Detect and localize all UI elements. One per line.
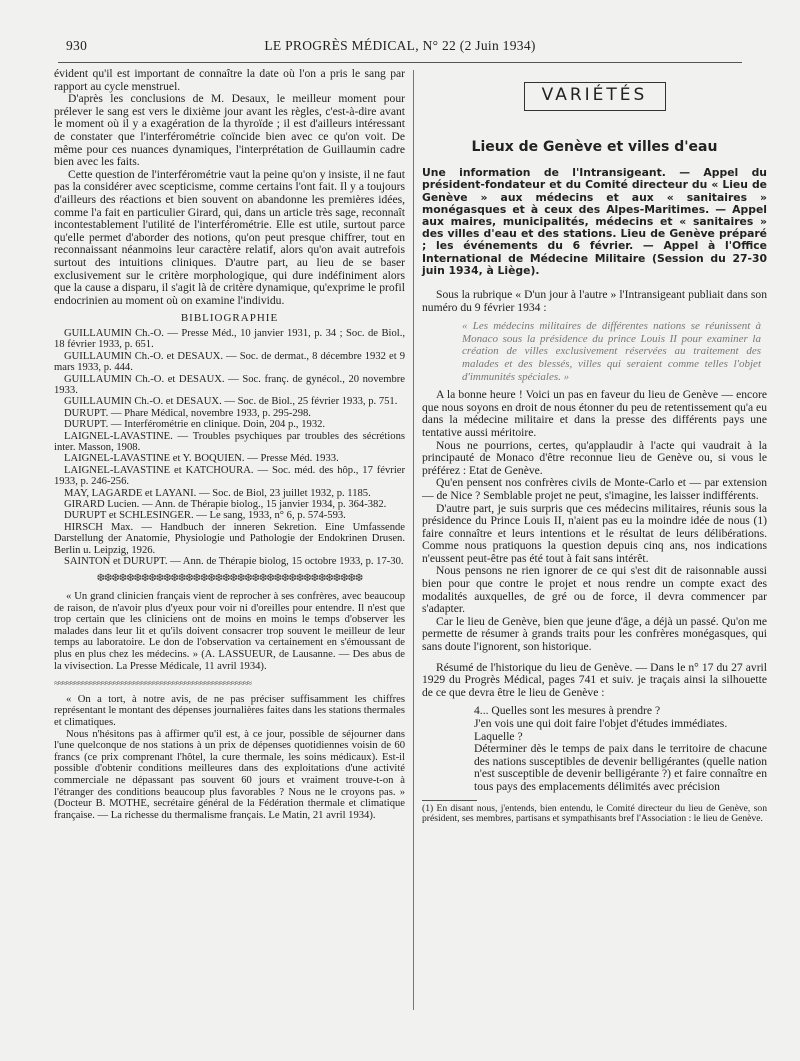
section-title: VARIÉTÉS — [541, 85, 648, 105]
bib-entry: LAIGNEL-LAVASTINE. — Troubles psychiques par troubles des sécrétions inter. Masson, 1908. — [54, 430, 405, 453]
right-column — [422, 68, 767, 825]
article-lead: Une information de l'Intransigeant. — Appel du président-fondateur et du Comité directeur du « Lieu de Genève » aux médecins et aux « sanitaires » monégasques et à ceux des Alpes-Maritimes. — Appel aux maires, municipalités, médecins et « sanitaires » des villes d'eau et des stations. Lieu de Genève préparé ; les événements du 6 février. — Appel à l'Office International de Médecine Militaire (Session du 27-30 juin 1934, à Liège). — [422, 166, 767, 277]
article-paragraph: Qu'en pensent nos confrères civils de Monte-Carlo et — par extension — de Nice ? Semblable projet ne peut, s'imagine, les laisser indifférents. — [422, 476, 767, 502]
bib-entry: DURUPT. — Interférométrie en clinique. Doin, 204 p., 1932. — [64, 419, 326, 431]
bib-entry: GUILLAUMIN Ch.-O. et DESAUX. — Soc. de dermat., 8 décembre 1932 et 9 mars 1933, p. 444. — [54, 350, 405, 374]
column-divider — [413, 70, 414, 1010]
bibliography-list — [54, 328, 405, 568]
article-paragraph: D'autre part, je suis surpris que ces médecins militaires, réunis sous la présidence du Prince Louis II, n'aient pas eu la moindre idée de nous (1) faire connaître et leurs intentions et le résultat de leurs délibérations. Comme nous pratiquons la question depuis cinq ans, nos indications n'eussent peut-être pas été tout à fait sans intérêt. — [422, 501, 767, 565]
bib-entry: LAIGNEL-LAVASTINE et Y. BOQUIEN. — Presse Méd. 1933. — [64, 453, 339, 465]
left-paragraph: Cette question de l'interférométrie vaut la peine qu'on y insiste, il ne faut pas la considérer avec scepticisme, comme certains l'ont fait. Il y a toujours d'ailleurs des réactions et bien souvent on abandonne les premières idées, comme l'a fait en particulier Girard, qui, dans un article très sage, reconnaît incontestablement l'utilité de l'interférométrie. Elle est utile, surtout parce qu'elle permet d'aborder des notions, qu'on peut presque chiffrer, tout en reconnaissant néanmoins leur caractère relatif, alors qu'on avait autrefois surtout des intuitions cliniques. D'autre part, au lieu de se baser exclusivement sur le critère morphologique, qui dure indéfiniment alors que la cause a disparu, il s'agit là de critère dynamique, qu'exprime le profil endocrinien au moment où on examine l'individu. — [54, 167, 405, 307]
bib-entry: LAIGNEL-LAVASTINE et KATCHOURA. — Soc. méd. des hôp., 17 février 1933, p. 246-256. — [54, 464, 405, 488]
bib-entry: DURUPT. — Phare Médical, novembre 1933, p. 295-298. — [64, 407, 311, 419]
quote-text: « On a tort, à notre avis, de ne pas préciser suffisamment les chiffres représentant le montant des dépenses journalières faites dans les stations thermales et climatiques. — [54, 693, 405, 728]
ornament-divider: ❆❆❆❆❆❆❆❆❆❆❆❆❆❆❆❆❆❆❆❆❆❆❆❆❆❆❆❆❆❆❆❆❆❆❆❆ — [96, 573, 363, 585]
cited-line: J'en vois une qui doit faire l'objet d'études immédiates. — [474, 717, 728, 731]
quote-text: Nous n'hésitons pas à affirmer qu'il est, à ce jour, possible de séjourner dans l'une quelconque de nos stations à un prix de dépenses quotidiennes voisin de 60 francs (ce prix comprenant l'hôtel, la cure thermale, les soins médicaux). Est-il possible d'obtenir conditions meilleures dans des exploitations d'une activité commerciale ne dépassant pas souvent 60 jours et vraiment trouve-t-on à l'étranger des conditions beaucoup plus favorables ? Nous ne le croyons pas. » (Docteur B. MOTHE, secrétaire général de la Fédération thermale et climatique française. — La richesse du thermalisme français. Le Matin, 21 avril 1934). — [54, 728, 405, 821]
page-number: 930 — [66, 38, 88, 53]
article-paragraph: Nous ne pourrions, certes, qu'applaudir à l'acte qui vaudrait à la principauté de Monaco d'être reconnue lieu de Genève ou, si vous le préférez : Etat de Genève. — [422, 438, 767, 477]
quote-box-observation — [54, 591, 405, 672]
cited-line: Laquelle ? — [474, 729, 523, 743]
bibliography-title: BIBLIOGRAPHIE — [180, 312, 279, 325]
article-paragraph: Car le lieu de Genève, bien que jeune d'âge, a déjà un passé. Qu'on me permette de résumer à grands traits pour les confrères monégasques, qui sans doute l'ignorent, son historique. — [422, 614, 767, 654]
wave-divider: ≈≈≈≈≈≈≈≈≈≈≈≈≈≈≈≈≈≈≈≈≈≈≈≈≈≈≈≈≈≈≈≈≈≈≈≈≈≈≈≈≈≈≈≈≈≈≈≈≈≈ — [54, 678, 251, 689]
footnote-rule — [422, 800, 477, 801]
cited-line: Déterminer dès le temps de paix dans le territoire de chacune des nations susceptibles de devenir belligérantes (quelle nation n'est susceptible de devenir belligérante ?) et faire connaître en tous pays des emplacements délimités avec précision — [474, 742, 767, 793]
bib-entry: GUILLAUMIN Ch.-O. et DESAUX. — Soc. franç. de gynécol., 20 novembre 1933. — [54, 373, 405, 396]
bib-entry: MAY, LAGARDE et LAYANI. — Soc. de Biol, 23 juillet 1932, p. 1185. — [64, 487, 371, 499]
header-rule — [58, 62, 742, 63]
article-quote: « Les médecins militaires de différentes nations se réunissent à Monaco sous la présidence du prince Louis II pour examiner la création de villes exclusivement réservées au traitement des malades et des blessés, villes qui seraient comme telles l'objet d'immunités spéciales. » — [462, 320, 761, 383]
article-title: Lieux de Genève et villes d'eau — [471, 138, 718, 155]
left-column — [54, 68, 405, 821]
journal-title: LE PROGRÈS MÉDICAL, N° 22 (2 Juin 1934) — [264, 38, 536, 53]
quote-box-thermalisme — [54, 694, 405, 822]
article-paragraph: Résumé de l'historique du lieu de Genève. — Dans le n° 17 du 27 avril 1929 du Progrès Médical, pages 741 et suiv. je traçais ainsi la silhouette de ce que devra être le lieu de Genève : — [422, 660, 767, 699]
article-paragraph: Sous la rubrique « D'un jour à l'autre » l'Intransigeant publiait dans son numéro du 9 février 1934 : — [422, 288, 767, 314]
article-paragraph: Nous pensons ne rien ignorer de ce qui s'est dit de raisonnable aussi bien pour que contre le projet et nous rendre un compte exact des modalités auxquelles, de gré ou de force, il devra commencer par s'adapter. — [422, 564, 767, 616]
article-paragraph: A la bonne heure ! Voici un pas en faveur du lieu de Genève — encore que nous soyons en droit de nous étonner du peu de retentissement qu'a eu dans la médecine militaire et dans la presse des différents pays une tentative aussi méritoire. — [422, 388, 767, 439]
cited-line: 4... Quelles sont les mesures à prendre ? — [474, 704, 661, 718]
bib-entry: GUILLAUMIN Ch.-O. — Presse Méd., 10 janvier 1931, p. 34 ; Soc. de Biol., 18 février 1933, p. 651. — [54, 327, 405, 351]
bib-entry: GIRARD Lucien. — Ann. de Thérapie biolog., 15 janvier 1934, p. 364-382. — [64, 498, 387, 510]
bib-entry: HIRSCH Max. — Handbuch der inneren Sekretion. Eine Umfassende Darstellung der Anatomie, Physiologie und Pathologie der Endokrinen Drusen. Berlin u. Leipzig, 1926. — [54, 521, 405, 556]
left-paragraph: évident qu'il est important de connaître la date où l'on a pris le sang par rapport au cycle menstruel. — [54, 67, 405, 93]
bib-entry: GUILLAUMIN Ch.-O. et DESAUX. — Soc. de Biol., 25 février 1933, p. 751. — [64, 396, 398, 408]
quote-text: « Un grand clinicien français vient de reprocher à ses confrères, avec beaucoup de raison, de n'avoir plus d'yeux pour voir ni d'oreilles pour entendre. Il n'est que trop certain que les cliniciens ont de moins en moins le temps d'observer les malades dans leur lit et qu'ils doivent consacrer trop souvent le meilleur de leur temps au laboratoire. Le don de l'observation va certainement en s'émoussant de plus en plus chez les médecins. » (A. LASSUEUR, de Lausanne. — Des abus de la vivisection. La Presse Médicale, 11 avril 1934). — [54, 591, 405, 672]
section-box — [524, 82, 666, 111]
cited-passage — [422, 705, 767, 793]
bib-entry: SAINTON et DURUPT. — Ann. de Thérapie biolog, 15 octobre 1933, p. 17-30. — [64, 556, 404, 567]
left-paragraph: D'après les conclusions de M. Desaux, le meilleur moment pour prélever le sang est vers le dixième jour avant les règles, c'est-à-dire avant le moment où il y a exagération de la thyroïde ; il est d'ailleurs intéressant de constater que l'interférométrie coïncide bien avec ce qu'on voit. De même pour ces nuances dynamiques, l'interprétation de Guillaumin cadre bien avec les faits. — [54, 92, 405, 169]
bib-entry: DURUPT et SCHLESINGER. — Le sang, 1933, n° 6, p. 574-593. — [64, 510, 346, 522]
page-header — [60, 38, 740, 60]
footnote: (1) En disant nous, j'entends, bien entendu, le Comité directeur du lieu de Genève, son président, ses membres, partisans et sympathisants bref l'Association : le lieu de Genève. — [422, 802, 767, 825]
